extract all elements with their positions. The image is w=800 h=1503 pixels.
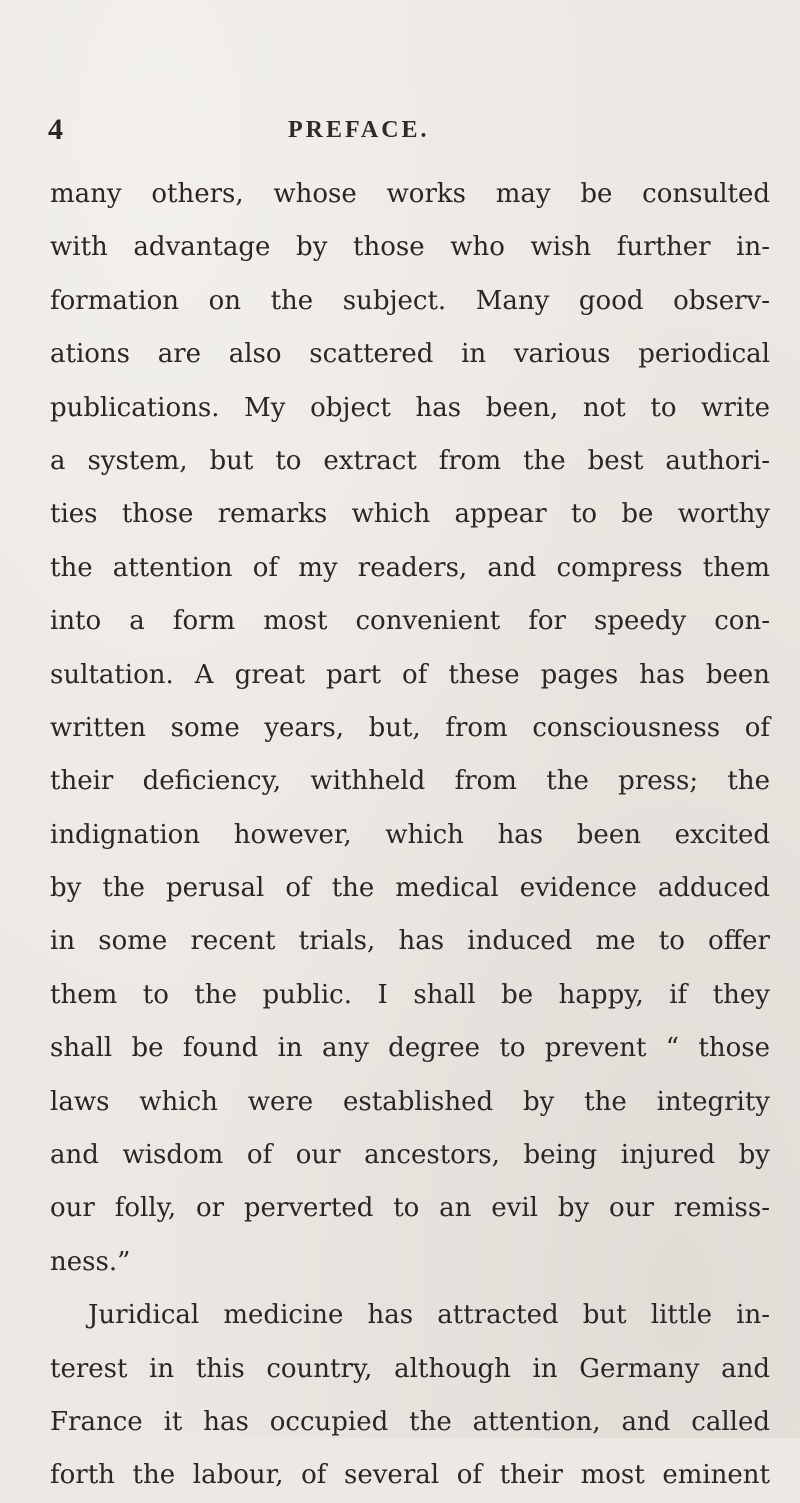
text-line: laws which were established by the integrity: [50, 1086, 770, 1117]
text-line: ations are also scattered in various periodical: [50, 339, 770, 370]
text-line: in some recent trials, has induced me to offer: [50, 926, 770, 957]
text-line: and wisdom of our ancestors, being injured by: [50, 1140, 770, 1171]
text-line: formation on the subject. Many good observ-: [50, 285, 770, 316]
text-line: Juridical medicine has attracted but little in-: [88, 1300, 770, 1331]
text-line: into a form most convenient for speedy con-: [50, 606, 770, 637]
running-head: PREFACE.: [288, 117, 430, 143]
text-line: our folly, or perverted to an evil by our remiss-: [50, 1193, 770, 1224]
text-line: them to the public. I shall be happy, if they: [50, 979, 770, 1010]
text-line: many others, whose works may be consulted: [50, 179, 770, 209]
body-text: [50, 168, 770, 1503]
text-line: ness.”: [50, 1246, 131, 1277]
page-number: 4: [48, 113, 63, 146]
text-line: by the perusal of the medical evidence adduced: [50, 873, 770, 904]
text-line: terest in this country, although in Germany and: [50, 1353, 770, 1384]
text-line: written some years, but, from consciousness of: [50, 712, 770, 743]
text-line: ties those remarks which appear to be worthy: [50, 499, 770, 530]
text-line: forth the labour, of several of their most eminent: [50, 1460, 770, 1491]
text-line: a system, but to extract from the best authori-: [50, 445, 770, 476]
text-line: the attention of my readers, and compress them: [50, 552, 770, 583]
text-line: sultation. A great part of these pages has been: [50, 659, 770, 690]
page-header: [0, 105, 800, 155]
text-line: their deficiency, withheld from the press; the: [50, 766, 770, 797]
text-line: with advantage by those who wish further in-: [50, 232, 770, 263]
text-line: publications. My object has been, not to write: [50, 392, 770, 423]
text-line: shall be found in any degree to prevent “ those: [50, 1033, 770, 1064]
text-line: indignation however, which has been excited: [50, 819, 770, 850]
text-line: France it has occupied the attention, and called: [50, 1406, 770, 1437]
